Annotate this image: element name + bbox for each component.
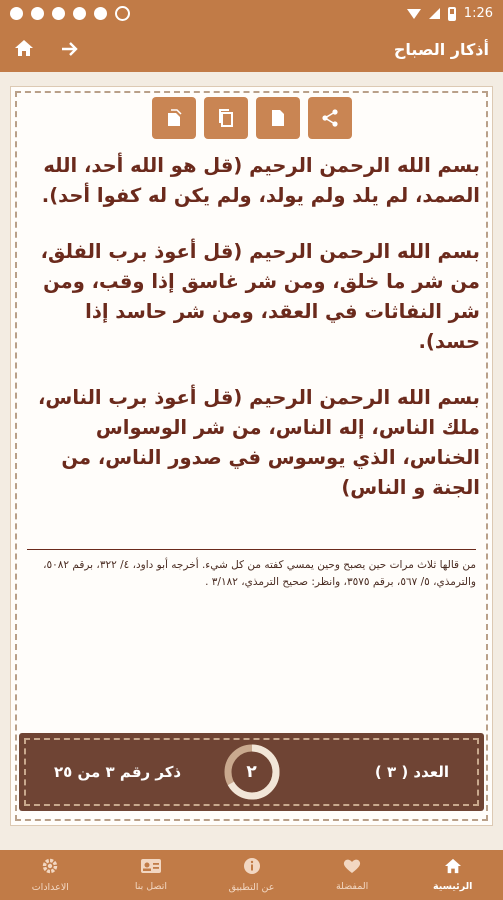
file-icon bbox=[271, 109, 285, 127]
info-icon bbox=[243, 857, 261, 880]
nav-label: الرئيسية bbox=[432, 881, 473, 892]
zikr-paragraph: بسم الله الرحمن الرحيم (قل أعوذ برب الفلق، من شر ما خلق، ومن شر غاسق إذا وقب، ومن شر النفاثات في العقد، ومن شر حاسد إذا حسد). bbox=[40, 240, 480, 353]
nav-item-favorites[interactable] bbox=[302, 850, 403, 900]
nav-item-settings[interactable] bbox=[0, 850, 101, 900]
wifi-icon bbox=[407, 9, 421, 19]
contact-card-icon bbox=[140, 858, 162, 879]
nav-item-home[interactable] bbox=[402, 850, 503, 900]
notification-icon bbox=[52, 7, 65, 20]
clock: 1:26 bbox=[463, 6, 493, 21]
status-bar bbox=[0, 0, 503, 27]
copy-zikr-button[interactable] bbox=[256, 97, 300, 139]
nav-label: اتصل بنا bbox=[134, 881, 167, 892]
copy-note-button[interactable] bbox=[152, 97, 196, 139]
gear-icon bbox=[41, 857, 59, 880]
arrow-right-icon bbox=[60, 41, 80, 57]
counter-value: ٢ bbox=[246, 762, 257, 782]
copy-icon bbox=[218, 109, 234, 127]
zikr-paragraph: بسم الله الرحمن الرحيم (قل هو الله أحد، الله الصمد، لم يلد ولم يولد، ولم يكن له كفوا أحد). bbox=[41, 154, 480, 207]
divider bbox=[27, 549, 476, 550]
bottom-navigation bbox=[0, 850, 503, 900]
nav-label: المفضلة bbox=[335, 881, 369, 892]
notification-icon bbox=[115, 6, 130, 21]
forward-button[interactable] bbox=[60, 40, 80, 60]
app-bar bbox=[0, 27, 503, 72]
signal-icon bbox=[429, 8, 440, 19]
nav-label: الاعدادات bbox=[31, 882, 69, 893]
notification-icon bbox=[73, 7, 86, 20]
count-label: العدد ( ٣ ) bbox=[374, 763, 449, 781]
heart-icon bbox=[343, 858, 361, 879]
counter-bar[interactable] bbox=[19, 733, 484, 811]
nav-item-about[interactable] bbox=[201, 850, 302, 900]
zikr-reference-note: من قالها ثلاث مرات حين يصبح وحين يمسي كفته من كل شيء. أخرجه أبو داود، ٤/ ٣٢٢، برقم ٥٠٨٢، والترمذي، ٥/ ٥٦٧، برقم ٣٥٧٥، وانظر: صحيح الترمذي، ٣/١٨٢ . bbox=[43, 559, 476, 588]
home-button[interactable] bbox=[14, 39, 34, 60]
counter-button[interactable] bbox=[223, 743, 281, 801]
home-icon bbox=[444, 858, 462, 879]
document-icon bbox=[166, 109, 182, 127]
notification-icon bbox=[31, 7, 44, 20]
nav-item-contact[interactable] bbox=[101, 850, 202, 900]
copy-text-button[interactable] bbox=[204, 97, 248, 139]
content-card bbox=[10, 86, 493, 826]
notification-icon bbox=[10, 7, 23, 20]
page-title: أذكار الصباح bbox=[393, 40, 489, 59]
action-toolbar bbox=[11, 97, 492, 139]
nav-label: عن التطبيق bbox=[228, 882, 275, 893]
notification-icons bbox=[10, 6, 130, 21]
notification-icon bbox=[94, 7, 107, 20]
share-icon bbox=[321, 109, 339, 127]
zikr-text bbox=[23, 151, 480, 529]
zikr-position-label: ذكر رقم ٣ من ٢٥ bbox=[54, 763, 182, 781]
battery-icon bbox=[448, 7, 456, 21]
share-button[interactable] bbox=[308, 97, 352, 139]
zikr-paragraph: بسم الله الرحمن الرحيم (قل أعوذ برب الناس، ملك الناس، إله الناس، من شر الوسواس الخناس، الذي يوسوس في صدور الناس، من الجنة و الناس) bbox=[38, 386, 480, 499]
home-icon bbox=[14, 39, 34, 57]
